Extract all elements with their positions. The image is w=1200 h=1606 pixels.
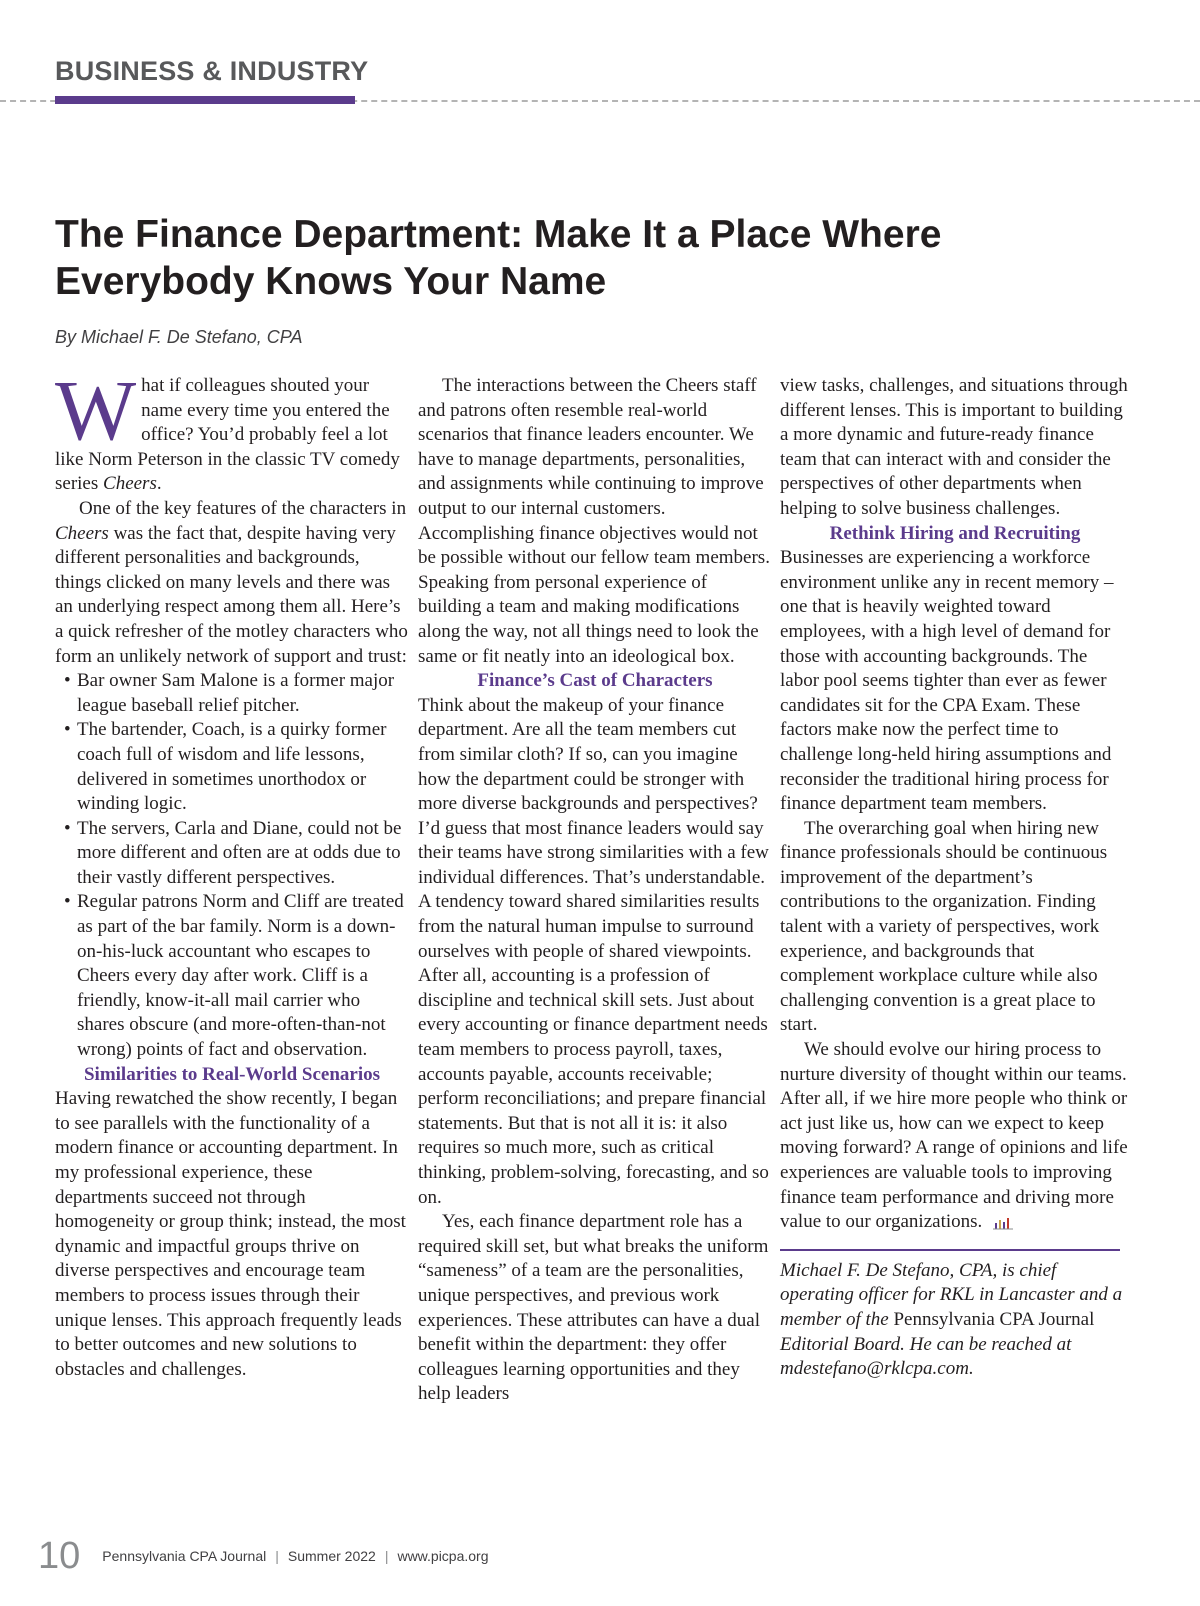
list-item: • The servers, Carla and Diane, could not be more different and often are at odds due to their vastly different perspectives. bbox=[77, 817, 409, 891]
article-byline: By Michael F. De Stefano, CPA bbox=[55, 327, 303, 347]
bio-divider bbox=[780, 1249, 1120, 1251]
subheading: Rethink Hiring and Recruiting bbox=[829, 522, 1081, 544]
section-tag: BUSINESS & INDUSTRY bbox=[55, 56, 369, 86]
body-paragraph: The interactions between the Cheers staff and patrons often resemble real-world scenarios that finance leaders encounter. We have to manage departments, personalities, and assignments while continuing to improve output to our internal customers. Accomplishing finance objectives would not be possible without our fellow team members. Speaking from personal experience of building a team and making modifications along the way, not all things need to look the same or fit neatly into an ideological box. bbox=[418, 375, 770, 667]
section-accent-bar bbox=[55, 96, 355, 104]
intro-paragraph: What if colleagues shouted your name every time you entered the office? You’d probably feel a lot like Norm Peterson in the classic TV comedy series Cheers. bbox=[55, 362, 400, 495]
footer-separator: | bbox=[384, 1548, 389, 1564]
show-title: Cheers bbox=[103, 473, 157, 495]
subheading: Finance’s Cast of Characters bbox=[477, 670, 713, 692]
list-item: • Regular patrons Norm and Cliff are treated as part of the bar family. Norm is a down-on-his-luck accountant who escapes to Cheers every day after work. Cliff is a friendly, know-it-all mail carrier who shares obscure (and more-often-than-not wrong) points of fact and observation. bbox=[77, 890, 409, 1062]
issue-date: Summer 2022 bbox=[287, 1548, 376, 1564]
body-paragraph: view tasks, challenges, and situations through different lenses. This is important to building a more dynamic and future-ready finance team that can interact with and consider the perspectives of other departments when helping to solve business challenges. bbox=[780, 375, 1128, 519]
footer-separator: | bbox=[275, 1548, 279, 1564]
chart-end-mark-icon bbox=[992, 1216, 1014, 1230]
list-item: • The bartender, Coach, is a quirky former coach full of wisdom and life lessons, delivered in sometimes unorthodox or winding logic. bbox=[77, 718, 409, 816]
subheading: Similarities to Real-World Scenarios bbox=[83, 1063, 381, 1085]
page-number: 10 bbox=[38, 1534, 81, 1577]
column-2 bbox=[418, 374, 772, 1407]
body-paragraph: We should evolve our hiring process to nurture diversity of thought within our teams. After all, if we hire more people who think or act just like us, how can we expect to keep moving forward? A range of opinions and life experiences are valuable tools to improving finance team performance and driving more value to our organizations. bbox=[780, 1039, 1128, 1233]
body-paragraph: One of the key features of the characters in Cheers was the fact that, despite having very different personalities and backgrounds, things clicked on many levels and there was an underlying respect among them all. Here’s a quick refresher of the motley characters who form an unlikely network of support and trust: bbox=[55, 497, 408, 667]
body-paragraph: Having rewatched the show recently, I began to see parallels with the functionality of a modern finance or accounting department. In my professional experience, these departments succeed not through homogeneity or group think; instead, the most dynamic and impactful groups thrive on diverse perspectives and encourage team members to process issues through their unique lenses. This approach frequently leads to better outcomes and new solutions to obstacles and challenges. bbox=[55, 1088, 406, 1380]
publication-title: Pennsylvania CPA Journal bbox=[102, 1548, 267, 1564]
website-link[interactable]: www.picpa.org bbox=[397, 1548, 489, 1564]
body-paragraph: Businesses are experiencing a workforce environment unlike any in recent memory – one that is heavily weighted toward employees, with a high level of demand for those with accounting backgrounds. The labor pool seems tighter than ever as fewer candidates sit for the CPA Exam. These factors make now the perfect time to challenge long-held hiring assumptions and reconsider the traditional hiring process for finance department team members. bbox=[780, 547, 1114, 815]
column-3 bbox=[780, 374, 1130, 1382]
column-1 bbox=[55, 362, 409, 1382]
drop-cap: W bbox=[55, 362, 137, 458]
character-list bbox=[55, 669, 409, 1063]
body-paragraph: Think about the makeup of your finance department. Are all the team members cut from similar cloth? If so, can you imagine how the department could be stronger with more diverse backgrounds and perspectives? I’d guess that most finance leaders would say their teams have strong similarities with a few individual differences. That’s understandable. A tendency toward shared similarities results from the natural human impulse to surround ourselves with people of shared viewpoints. After all, accounting is a profession of discipline and technical skill sets. Just about every accounting or finance department needs team members to process payroll, taxes, accounts payable, accounts receivable; perform reconciliations; and prepare financial statements. But that is not all it is: it also requires so much more, such as critical thinking, problem-solving, forecasting, and so on. bbox=[418, 694, 769, 1208]
author-bio: Michael F. De Stefano, CPA, is chief operating officer for RKL in Lancaster and a member of the Pennsylvania CPA Journal Editorial Board. He can be reached at mdestefano@rklcpa.com. bbox=[780, 1259, 1123, 1380]
page-footer bbox=[38, 1536, 489, 1576]
body-paragraph: Yes, each finance department role has a required skill set, but what breaks the uniform “sameness” of a team are the personalities, unique perspectives, and previous work experiences. These attributes can have a dual benefit within the department: they offer colleagues learning opportunities and they help leaders bbox=[418, 1211, 769, 1405]
show-title: Cheers bbox=[55, 522, 109, 544]
list-item: • Bar owner Sam Malone is a former major league baseball relief pitcher. bbox=[77, 669, 409, 718]
publication-name: Pennsylvania CPA Journal bbox=[893, 1308, 1095, 1330]
article-title: The Finance Department: Make It a Place Where Everybody Knows Your Name bbox=[55, 213, 942, 303]
body-paragraph: The overarching goal when hiring new finance professionals should be continuous improvement of the department’s contributions to the organization. Finding talent with a variety of perspectives, work experience, and backgrounds that complement workplace culture while also challenging convention is a great place to start. bbox=[780, 817, 1108, 1036]
